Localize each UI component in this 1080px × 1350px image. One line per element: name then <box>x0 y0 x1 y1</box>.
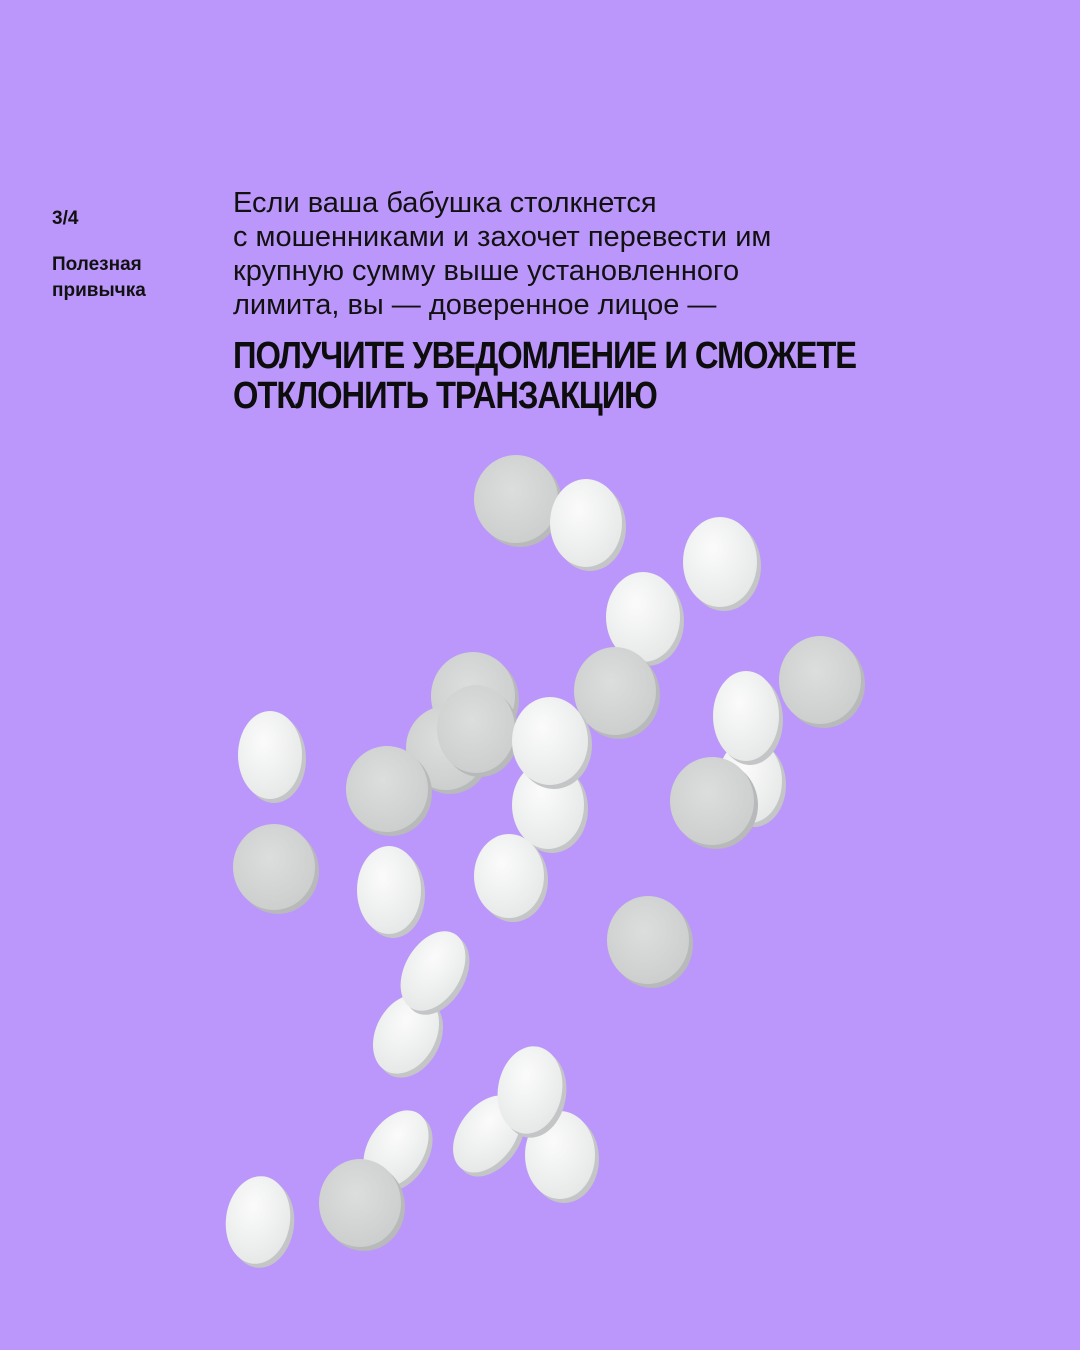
pill <box>550 479 626 571</box>
pill <box>474 455 562 547</box>
pill <box>683 517 761 611</box>
headline-line: ОТКЛОНИТЬ ТРАНЗАКЦИЮ <box>233 375 657 417</box>
pill <box>238 711 306 803</box>
pill <box>357 846 425 938</box>
pill <box>607 896 693 988</box>
category-line: привычка <box>52 280 146 301</box>
pill <box>713 671 783 765</box>
pill <box>779 636 865 728</box>
category-line: Полезная <box>52 254 142 275</box>
pill <box>233 824 319 914</box>
headline-line: ПОЛУЧИТЕ УВЕДОМЛЕНИЕ И СМОЖЕТЕ <box>233 335 857 377</box>
body-line: с мошенниками и захочет перевести им <box>233 221 772 253</box>
body-line: крупную сумму выше установленного <box>233 255 740 287</box>
body-line: лимита, вы — доверенное лицое — <box>233 289 717 321</box>
slide-counter: 3/4 <box>52 208 79 229</box>
body-line: Если ваша бабушка столкнется <box>233 187 657 219</box>
pill <box>220 1172 300 1272</box>
